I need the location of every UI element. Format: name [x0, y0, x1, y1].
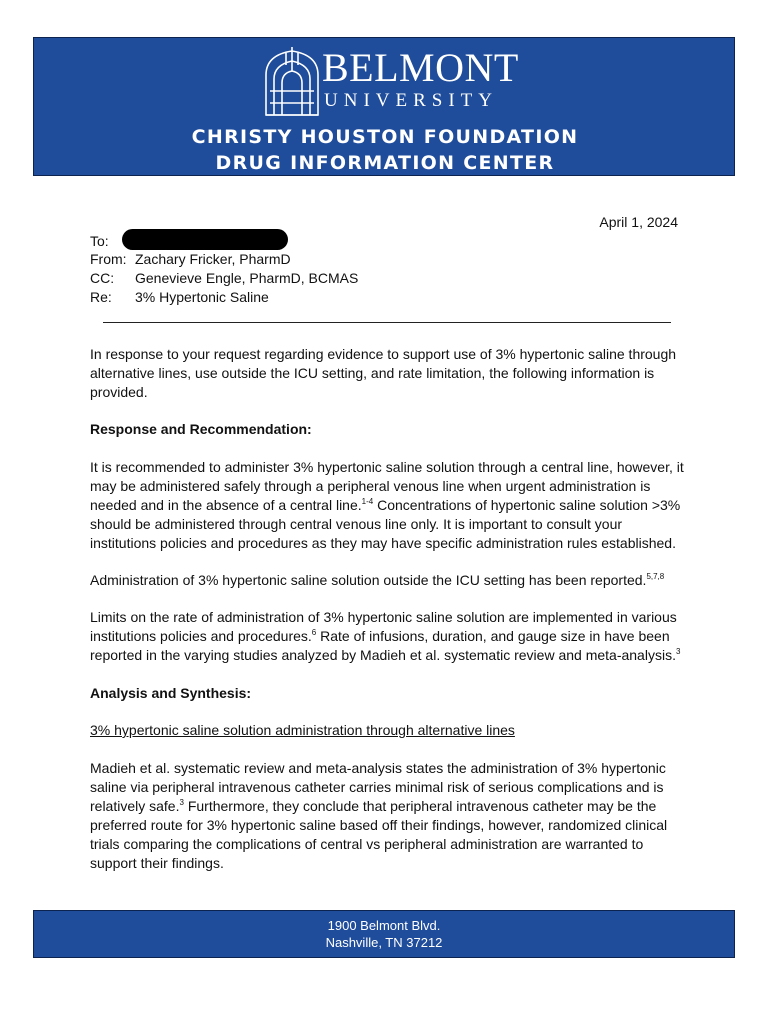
rec-p3-text-a: Limits on the rate of administration of 3% hypertonic saline solution are implemented in various institutions policies and procedures.: [90, 609, 677, 644]
memo-date: April 1, 2024: [599, 214, 678, 230]
heading-response: Response and Recommendation:: [90, 421, 312, 437]
center-name-line1: CHRISTY HOUSTON FOUNDATION: [191, 126, 579, 148]
center-name-line2: DRUG INFORMATION CENTER: [215, 152, 555, 174]
citation-ref: 6: [311, 628, 317, 637]
cc-value: Genevieve Engle, PharmD, BCMAS: [135, 270, 359, 286]
footer-address-line1: 1900 Belmont Blvd.: [327, 918, 441, 933]
rec-p1-text-a: It is recommended to administer 3% hypertonic saline solution through a central line, however, it may be administered safely through a peripheral venous line when urgent administration is needed and in the absence of a central line.: [90, 459, 684, 513]
logo-subtitle: UNIVERSITY: [324, 90, 498, 111]
re-value: 3% Hypertonic Saline: [135, 289, 269, 305]
heading-analysis: Analysis and Synthesis:: [90, 685, 252, 701]
citation-ref: 1-4: [361, 497, 374, 506]
citation-ref: 5,7,8: [646, 572, 665, 581]
intro-paragraph: In response to your request regarding evidence to support use of 3% hypertonic saline through alternative lines, use outside the ICU setting, and rate limitation, the following information is provided.: [90, 346, 677, 400]
recommendation-paragraph-2: [90, 571, 690, 590]
from-value: Zachary Fricker, PharmD: [135, 251, 291, 267]
to-label: To:: [90, 233, 109, 249]
footer-banner: [33, 910, 735, 958]
re-label: Re:: [90, 289, 112, 305]
analysis-paragraph: [90, 759, 690, 873]
rec-p3-text-b: Rate of infusions, duration, and gauge size in have been reported in the varying studies analyzed by Madieh et al. systematic review and meta-analysis.: [90, 628, 676, 663]
cc-label: CC:: [90, 270, 115, 286]
memo-from-row: [90, 250, 291, 268]
citation-ref: 3: [179, 798, 184, 807]
analysis-text-a: Madieh et al. systematic review and meta-analysis states the administration of 3% hypertonic saline via peripheral intravenous catheter carries minimal risk of serious complications and is relatively safe.: [90, 760, 666, 814]
memo-cc-row: [90, 269, 358, 287]
citation-ref: 3: [675, 647, 681, 656]
belmont-tower-logo-icon: [260, 45, 324, 117]
divider: [103, 322, 671, 323]
logo-wordmark: BELMONT: [322, 45, 519, 90]
from-label: From:: [90, 251, 127, 267]
letterhead-banner: [33, 37, 735, 176]
footer-address-line2: Nashville, TN 37212: [325, 935, 443, 950]
recommendation-paragraph-3: [90, 608, 690, 665]
rec-p1-text-b: Concentrations of hypertonic saline solution >3% should be administered through central venous line only. It is important to consult your institutions policies and procedures as they may have specific administration rules established.: [90, 497, 681, 551]
redacted-recipient: [122, 229, 288, 250]
subheading-alternative-lines: 3% hypertonic saline solution administration through alternative lines: [90, 722, 515, 738]
recommendation-paragraph-1: [90, 458, 690, 553]
analysis-text-b: Furthermore, they conclude that peripheral intravenous catheter may be the preferred route for 3% hypertonic saline based off their findings, however, randomized clinical trials comparing the complications of central vs peripheral administration are warranted to support their findings.: [90, 798, 668, 871]
rec-p2-text: Administration of 3% hypertonic saline solution outside the ICU setting has been reported.: [90, 572, 647, 588]
memo-re-row: [90, 288, 269, 306]
